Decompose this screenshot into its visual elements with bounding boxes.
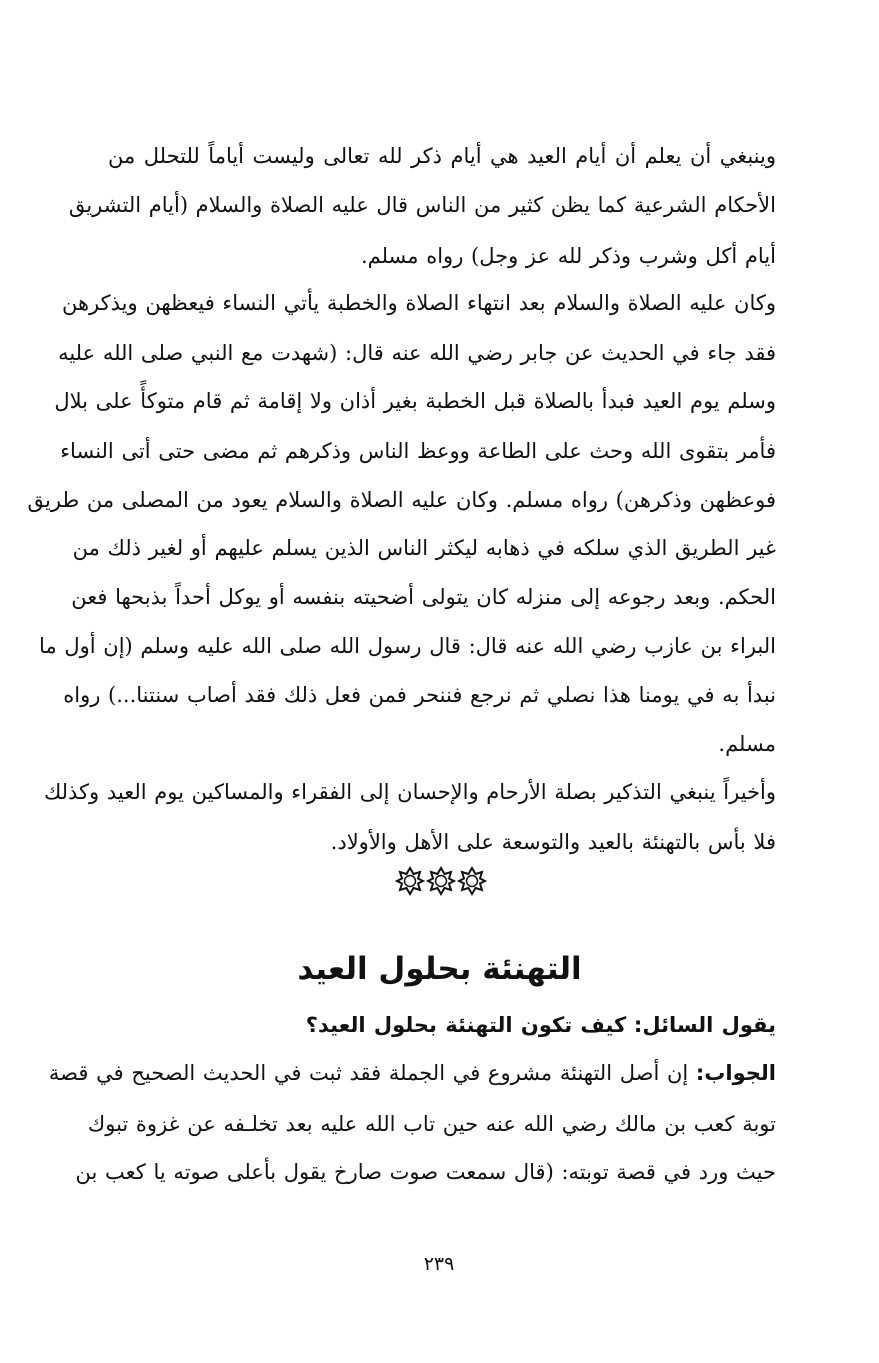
question-text: كيف تكون التهنئة بحلول العيد؟ (305, 1013, 627, 1037)
body-line-13: مسلم. (718, 732, 776, 756)
question-line (108, 1010, 776, 1040)
star-ornament-icon (427, 867, 455, 895)
section-heading: التهنئة بحلول العيد (297, 951, 582, 987)
body-line-1: وينبغي أن يعلم أن أيام العيد هي أيام ذكر لله تعالى وليست ‌أياماً للتحلل من (108, 144, 776, 168)
body-line-7: فأمر بتقوى الله وحث على الطاعة ووعظ الناس وذكرهم ثم مضى حتى أتى النساء (60, 439, 776, 463)
body-line-9: غير الطريق الذي سلكه في ذهابه ليكثر الناس الذين يسلم عليهم أو لغير ذلك من (72, 536, 776, 560)
body-line-8: فوعظهن وذكرهن) رواه مسلم. وكان عليه الصلاة والسلام يعود من المصلى من طريق (27, 488, 776, 512)
body-line-15: فلا بأس بالتهنئة بالعيد والتوسعة على الأهل والأولاد. (330, 830, 776, 854)
body-line-4: وكان عليه الصلاة والسلام بعد انتهاء الصلاة والخطبة يأتي النساء فيعظهن ويذكرهن (62, 291, 776, 315)
body-line-11: البراء بن عازب رضي الله عنه قال: قال رسول الله صلى الله عليه وسلم (إن أول ما (39, 634, 776, 658)
answer-line-3: حيث ورد في قصة توبته: (قال سمعت صوت صارخ يقول بأعلى صوته يا كعب بن (75, 1160, 776, 1184)
body-line-3: أيام أكل وشرب وذكر لله عز وجل) رواه مسلم. (360, 244, 776, 268)
body-line-14: وأخيراً ينبغي التذكير بصلة الأرحام والإحسان إلى الفقراء والمساكين يوم العيد وكذلك (43, 780, 776, 804)
body-line-5: فقد جاء في الحديث عن جابر رضي الله عنه قال: (شهدت مع النبي صلى الله عليه (58, 341, 776, 365)
body-line-10: الحكم. وبعد رجوعه إلى منزله كان يتولى أضحيته بنفسه أو يوكل أحداً بذبحها فعن (71, 585, 776, 609)
answer-text: إن أصل التهنئة مشروع في الجملة فقد ثبت في الحديث الصحيح في قصة (48, 1061, 689, 1085)
star-ornament-icon (396, 867, 424, 895)
body-line-2: الأحكام الشرعية كما يظن كثير من الناس قال عليه الصلاة والسلام (أيام التشريق (68, 193, 776, 217)
question-label: يقول السائل: (633, 1013, 776, 1037)
answer-label: الجواب: (695, 1061, 776, 1085)
body-line-6: وسلم يوم العيد فبدأ بالصلاة قبل الخطبة بغير أذان ولا إقامة ثم قام متوكأً على بلال (54, 389, 776, 413)
answer-line-2: توبة كعب بن مالك رضي الله عنه حين تاب الله عليه بعد تخلـفه عن غزوة تبوك (87, 1112, 776, 1136)
section-divider-ornament (396, 866, 486, 896)
body-line-12: نبدأ به في يومنا هذا نصلي ثم نرجع فننحر فمن فعل ذلك فقد أصاب سنتنا...) رواه (63, 683, 776, 707)
page-number: ٢٣٩ (423, 1253, 455, 1275)
answer-line-1 (48, 1058, 776, 1088)
star-ornament-icon (458, 867, 486, 895)
